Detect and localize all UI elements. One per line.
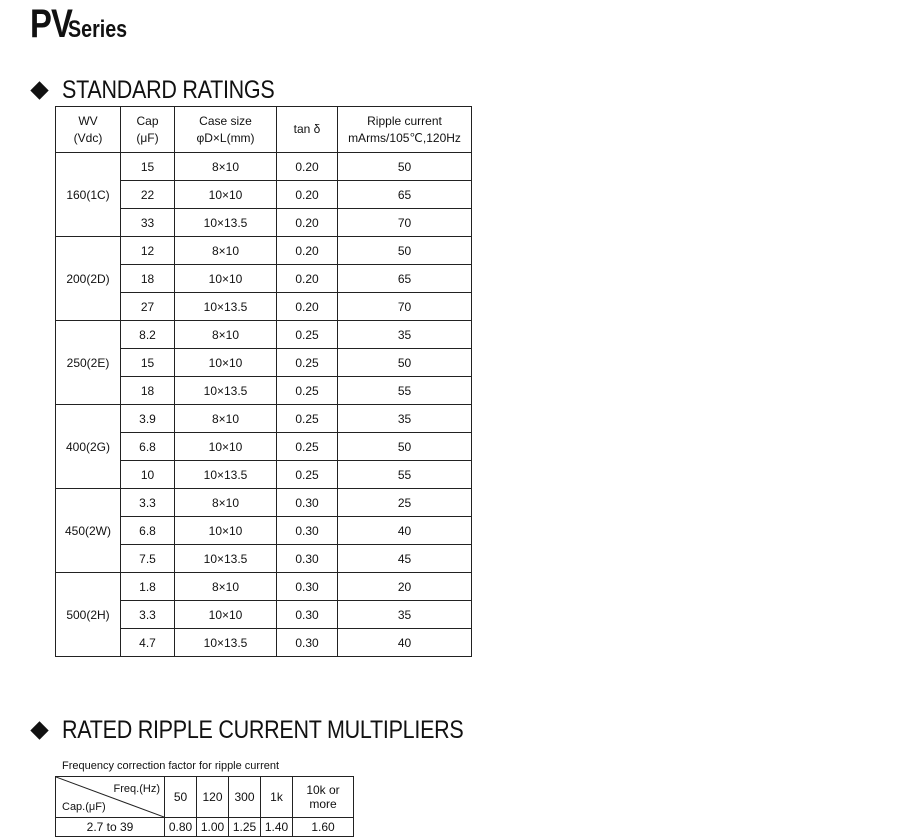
table-row bbox=[56, 321, 472, 349]
cap-cell: 22 bbox=[121, 181, 175, 209]
wv-cell: 250(2E) bbox=[56, 321, 121, 405]
ripple-cell: 50 bbox=[338, 349, 472, 377]
tan-delta-cell: 0.20 bbox=[277, 209, 338, 237]
cap-cell: 33 bbox=[121, 209, 175, 237]
ripple-cell: 45 bbox=[338, 545, 472, 573]
case-size-cell: 8×10 bbox=[175, 405, 277, 433]
case-size-cell: 8×10 bbox=[175, 573, 277, 601]
cap-cell: 6.8 bbox=[121, 433, 175, 461]
series-name: PV bbox=[30, 2, 73, 46]
case-size-cell: 8×10 bbox=[175, 489, 277, 517]
table-row bbox=[56, 153, 472, 181]
tan-delta-cell: 0.25 bbox=[277, 377, 338, 405]
factor-cell: 1.60 bbox=[293, 818, 354, 837]
wv-cell: 450(2W) bbox=[56, 489, 121, 573]
case-size-cell: 8×10 bbox=[175, 237, 277, 265]
factor-cell: 1.40 bbox=[261, 818, 293, 837]
case-size-cell: 8×10 bbox=[175, 321, 277, 349]
cap-cell: 3.3 bbox=[121, 489, 175, 517]
ratings-body bbox=[56, 153, 472, 657]
cap-cell: 4.7 bbox=[121, 629, 175, 657]
header-cap bbox=[121, 107, 175, 153]
case-size-cell: 8×10 bbox=[175, 153, 277, 181]
ripple-cell: 70 bbox=[338, 209, 472, 237]
tan-delta-cell: 0.30 bbox=[277, 573, 338, 601]
freq-header: 50 bbox=[165, 777, 197, 818]
wv-cell: 200(2D) bbox=[56, 237, 121, 321]
freq-header: 1k bbox=[261, 777, 293, 818]
ripple-cell: 55 bbox=[338, 377, 472, 405]
case-size-cell: 10×10 bbox=[175, 601, 277, 629]
header-wv bbox=[56, 107, 121, 153]
cap-cell: 12 bbox=[121, 237, 175, 265]
tan-delta-cell: 0.25 bbox=[277, 321, 338, 349]
freq-header: 120 bbox=[197, 777, 229, 818]
cap-cell: 18 bbox=[121, 377, 175, 405]
factor-cell: 1.25 bbox=[229, 818, 261, 837]
tan-delta-cell: 0.30 bbox=[277, 629, 338, 657]
header-ripple-current bbox=[338, 107, 472, 153]
header-cap-line1: Cap bbox=[136, 113, 159, 128]
cap-cell: 1.8 bbox=[121, 573, 175, 601]
cap-cell: 8.2 bbox=[121, 321, 175, 349]
header-ripple-line1: Ripple current bbox=[367, 113, 442, 128]
wv-cell: 500(2H) bbox=[56, 573, 121, 657]
case-size-cell: 10×10 bbox=[175, 349, 277, 377]
tan-delta-cell: 0.20 bbox=[277, 237, 338, 265]
freq-header: 10k or more bbox=[293, 777, 354, 818]
cap-cell: 10 bbox=[121, 461, 175, 489]
section-title: RATED RIPPLE CURRENT MULTIPLIERS bbox=[62, 716, 464, 744]
ripple-multipliers-heading bbox=[30, 716, 529, 745]
cap-cell: 15 bbox=[121, 153, 175, 181]
cap-label: Cap.(μF) bbox=[62, 801, 106, 813]
wv-cell: 160(1C) bbox=[56, 153, 121, 237]
factor-cell: 1.00 bbox=[197, 818, 229, 837]
ripple-cell: 40 bbox=[338, 517, 472, 545]
ripple-cell: 65 bbox=[338, 181, 472, 209]
series-title bbox=[30, 2, 140, 47]
case-size-cell: 10×10 bbox=[175, 181, 277, 209]
ripple-multiplier-table bbox=[55, 776, 354, 837]
header-ripple-line2: mArms/105℃,120Hz bbox=[348, 130, 461, 145]
tan-delta-cell: 0.25 bbox=[277, 405, 338, 433]
corner-cell bbox=[56, 777, 165, 818]
standard-ratings-table bbox=[55, 106, 472, 657]
ripple-cell: 35 bbox=[338, 405, 472, 433]
header-case-line2: φD×L(mm) bbox=[196, 130, 255, 145]
case-size-cell: 10×13.5 bbox=[175, 629, 277, 657]
cap-cell: 27 bbox=[121, 293, 175, 321]
cap-cell: 18 bbox=[121, 265, 175, 293]
ripple-cell: 50 bbox=[338, 433, 472, 461]
tan-delta-cell: 0.20 bbox=[277, 153, 338, 181]
ripple-cell: 35 bbox=[338, 321, 472, 349]
factor-cell: 0.80 bbox=[165, 818, 197, 837]
cap-range: 2.7 to 39 bbox=[56, 818, 165, 837]
ripple-cell: 50 bbox=[338, 237, 472, 265]
case-size-cell: 10×13.5 bbox=[175, 293, 277, 321]
case-size-cell: 10×10 bbox=[175, 265, 277, 293]
table-row bbox=[56, 405, 472, 433]
header-case-line1: Case size bbox=[199, 113, 252, 128]
standard-ratings-heading bbox=[30, 76, 309, 105]
wv-cell: 400(2G) bbox=[56, 405, 121, 489]
table-row bbox=[56, 489, 472, 517]
ripple-cell: 70 bbox=[338, 293, 472, 321]
diamond-bullet-icon bbox=[30, 721, 48, 739]
diamond-bullet-icon bbox=[30, 81, 48, 99]
tan-delta-cell: 0.25 bbox=[277, 349, 338, 377]
header-case-size bbox=[175, 107, 277, 153]
header-tan-delta bbox=[277, 107, 338, 153]
tan-delta-cell: 0.30 bbox=[277, 489, 338, 517]
case-size-cell: 10×10 bbox=[175, 433, 277, 461]
tan-delta-cell: 0.30 bbox=[277, 545, 338, 573]
tan-delta-cell: 0.20 bbox=[277, 265, 338, 293]
table-row bbox=[56, 237, 472, 265]
case-size-cell: 10×13.5 bbox=[175, 545, 277, 573]
ripple-cell: 25 bbox=[338, 489, 472, 517]
table-row bbox=[56, 573, 472, 601]
case-size-cell: 10×13.5 bbox=[175, 461, 277, 489]
case-size-cell: 10×10 bbox=[175, 517, 277, 545]
section-title: STANDARD RATINGS bbox=[62, 76, 275, 104]
tan-delta-cell: 0.25 bbox=[277, 461, 338, 489]
cap-cell: 6.8 bbox=[121, 517, 175, 545]
cap-cell: 15 bbox=[121, 349, 175, 377]
ripple-cell: 65 bbox=[338, 265, 472, 293]
tan-delta-cell: 0.30 bbox=[277, 601, 338, 629]
ripple-cell: 35 bbox=[338, 601, 472, 629]
ripple-cell: 40 bbox=[338, 629, 472, 657]
ripple-cell: 55 bbox=[338, 461, 472, 489]
case-size-cell: 10×13.5 bbox=[175, 209, 277, 237]
table-header-row bbox=[56, 107, 472, 153]
tan-delta-cell: 0.20 bbox=[277, 293, 338, 321]
cap-cell: 3.9 bbox=[121, 405, 175, 433]
multiplier-row bbox=[56, 818, 354, 837]
header-cap-line2: (μF) bbox=[136, 130, 159, 145]
cap-cell: 3.3 bbox=[121, 601, 175, 629]
tan-delta-cell: 0.25 bbox=[277, 433, 338, 461]
freq-header: 300 bbox=[229, 777, 261, 818]
ripple-caption: Frequency correction factor for ripple current bbox=[62, 760, 280, 772]
ripple-cell: 20 bbox=[338, 573, 472, 601]
series-suffix: Series bbox=[67, 16, 127, 43]
tan-delta-cell: 0.20 bbox=[277, 181, 338, 209]
multiplier-header-row bbox=[56, 777, 354, 818]
ripple-cell: 50 bbox=[338, 153, 472, 181]
header-wv-line2: (Vdc) bbox=[73, 130, 103, 145]
cap-cell: 7.5 bbox=[121, 545, 175, 573]
freq-label: Freq.(Hz) bbox=[113, 783, 160, 795]
header-tan-text: tan δ bbox=[293, 122, 321, 136]
header-wv-line1: WV bbox=[78, 113, 98, 128]
tan-delta-cell: 0.30 bbox=[277, 517, 338, 545]
case-size-cell: 10×13.5 bbox=[175, 377, 277, 405]
